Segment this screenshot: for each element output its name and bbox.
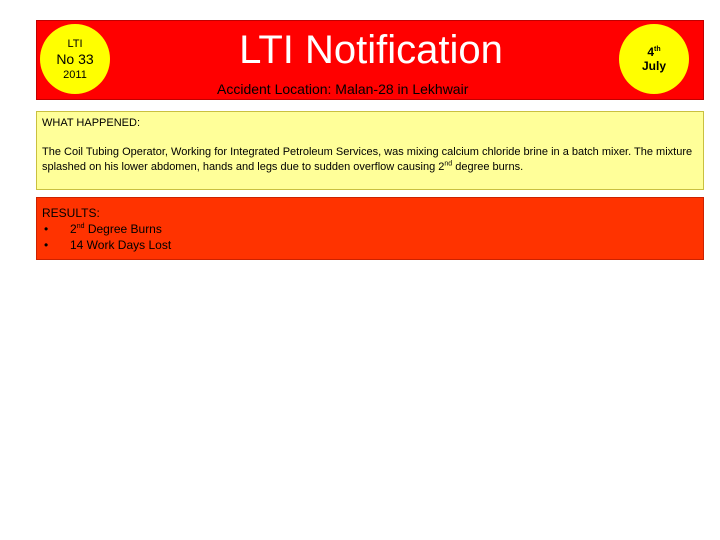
page-title: LTI Notification [239,28,503,72]
lti-label: LTI [67,37,83,50]
bullet-icon: • [44,238,49,252]
result-item-days-lost [42,237,698,253]
date-day: 4th [647,45,661,59]
bullet-icon: • [44,222,49,236]
results-section [36,197,704,260]
lti-year: 2011 [63,68,87,81]
result-item-label: 14 Work Days Lost [70,238,172,252]
result-item-label: 2nd Degree Burns [70,222,162,236]
accident-location: Accident Location: Malan-28 in Lekhwair [217,81,469,97]
date-month: July [641,59,666,73]
lti-number: No 33 [56,50,94,67]
what-happened-heading: WHAT HAPPENED: [42,117,140,129]
result-item-burns [42,221,698,237]
results-heading: RESULTS: [42,206,100,220]
date-badge [619,24,689,94]
what-happened-text: The Coil Tubing Operator, Working for Integrated Petroleum Services, was mixing calcium chloride brine in a batch mixer. The mixture splashed on his lower abdomen, hands and legs due to sudden overflow causing 2nd degree burns. [42,146,693,173]
lti-number-badge [40,24,110,94]
what-happened-section [36,111,704,190]
